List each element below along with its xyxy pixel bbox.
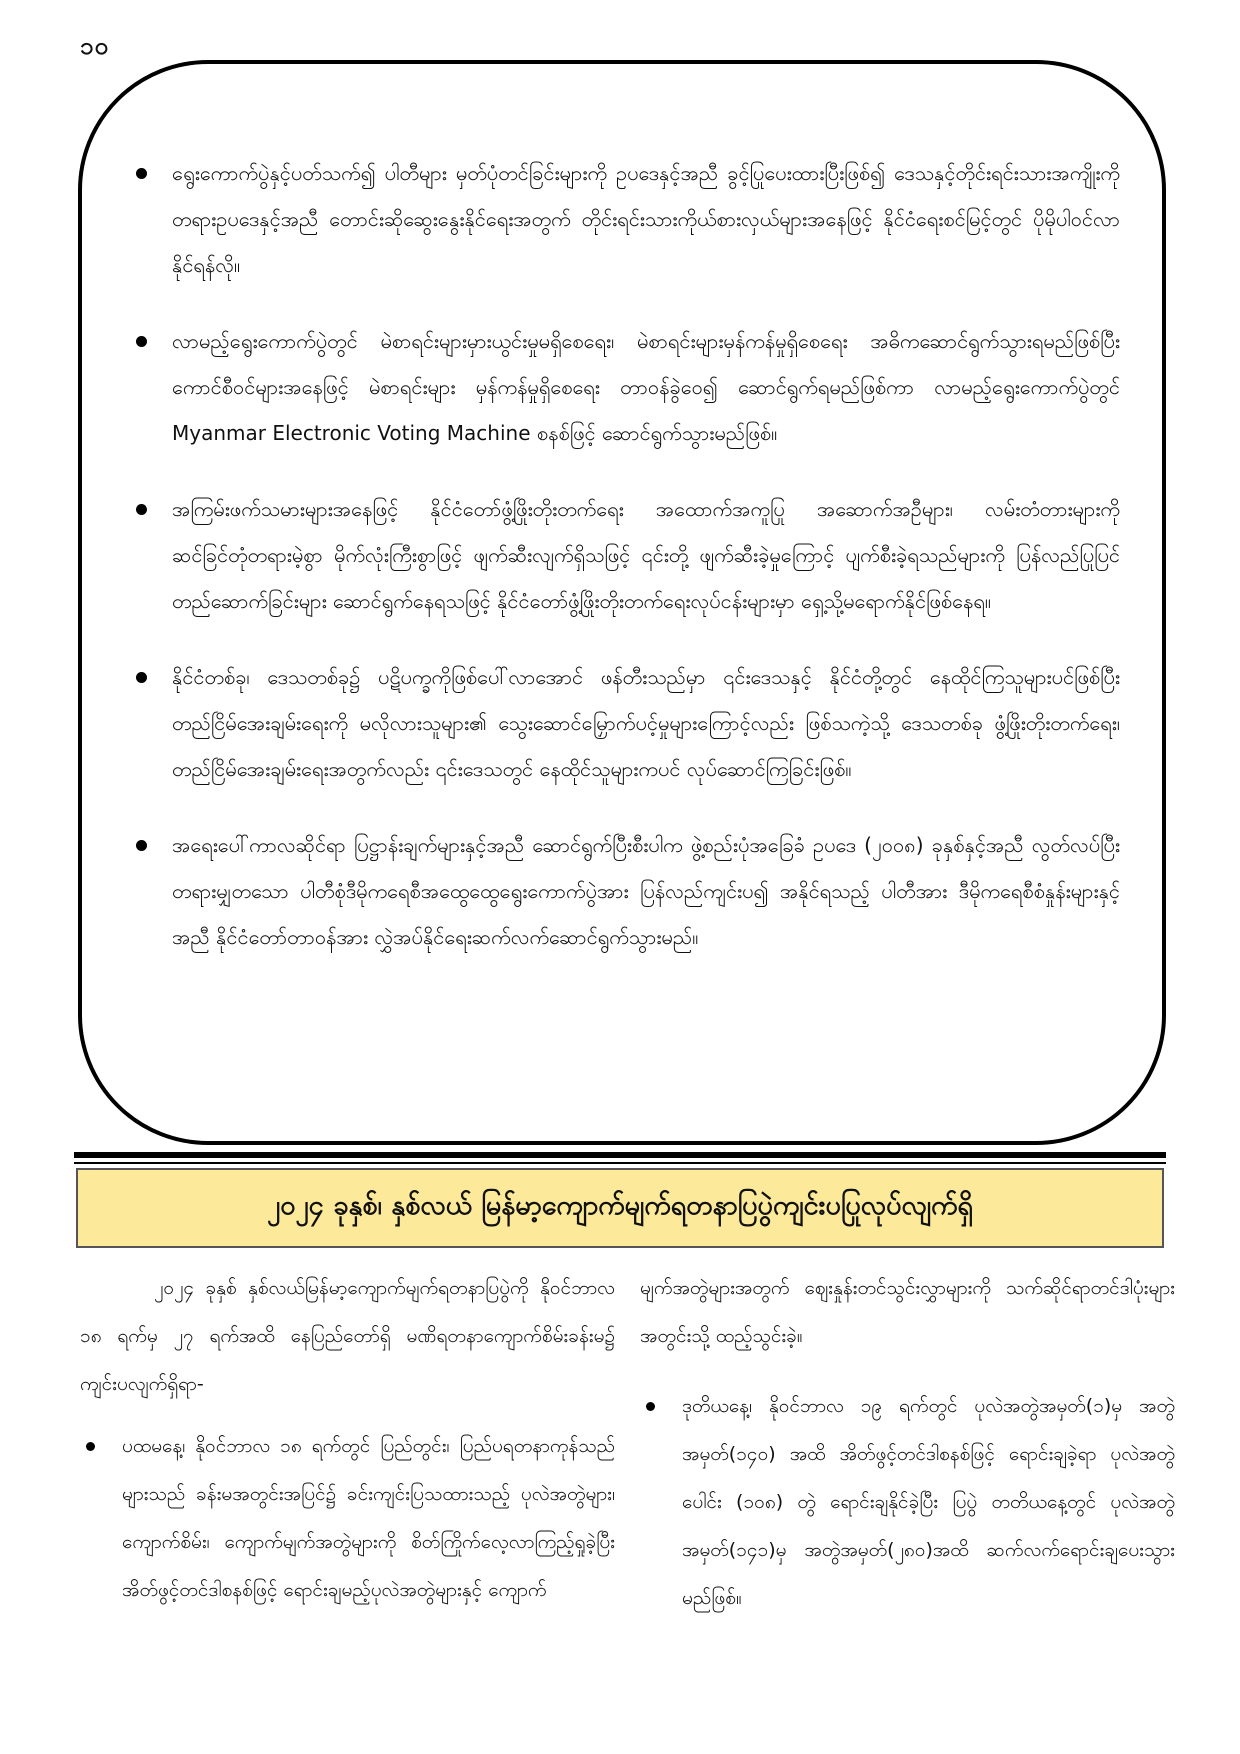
bullet-dot-icon bbox=[136, 840, 147, 851]
page-number: ၁၀ bbox=[80, 32, 109, 60]
bullet-dot-icon bbox=[136, 168, 147, 179]
summary-bullet bbox=[130, 150, 1120, 288]
divider-thick bbox=[74, 1152, 1166, 1158]
article-bullet-list-right bbox=[640, 1382, 1175, 1622]
summary-bullet-text: ရွေးကောက်ပွဲနှင့်ပတ်သက်၍ ပါတီများ မှတ်ပုံတင်ခြင်းများကို ဥပဒေနှင့်အညီ ခွင့်ပြုပေးထားပြီးဖြစ်၍ ဒေသနှင့်တိုင်းရင်းသားအကျိုးကို တရားဥပဒေနှင့်အညီ တောင်းဆိုဆွေးနွေးနိုင်ရေးအတွက် တိုင်းရင်းသားကိုယ်စားလှယ်များအနေဖြင့် နိုင်ငံရေးစင်မြင့်တွင် ပိုမိုပါဝင်လာနိုင်ရန်လို။ bbox=[172, 161, 1120, 277]
summary-bullet-text: အကြမ်းဖက်သမားများအနေဖြင့် နိုင်ငံတော်ဖွံ့ဖြိုးတိုးတက်ရေး အထောက်အကူပြု အဆောက်အဦများ၊ လမ်းတံတားများကို ဆင်ခြင်တုံတရားမဲ့စွာ မိုက်လုံးကြီးစွာဖြင့် ဖျက်ဆီးလျက်ရှိသဖြင့် ၎င်းတို့ ဖျက်ဆီးခဲ့မှုကြောင့် ပျက်စီးခဲ့ရသည်များကို ပြန်လည်ပြုပြင်တည်ဆောက်ခြင်းများ ဆောင်ရွက်နေရသဖြင့် နိုင်ငံတော်ဖွံ့ဖြိုးတိုးတက်ရေးလုပ်ငန်းများမှာ ရှေ့သို့မရောက်နိုင်ဖြစ်နေရ။ bbox=[172, 497, 1120, 613]
summary-bullet bbox=[130, 654, 1120, 792]
article-bullet-text: ဒုတိယနေ့၊ နိုဝင်ဘာလ ၁၉ ရက်တွင် ပုလဲအတွဲအမှတ်(၁)မှ အတွဲအမှတ်(၁၄၀) အထိ အိတ်ဖွင့်တင်ဒါစနစ်ဖြင့် ရောင်းချခဲ့ရာ ပုလဲအတွဲပေါင်း (၁၀၈) တွဲ ရောင်းချနိုင်ခဲ့ပြီး ပြပွဲ တတိယနေ့တွင် ပုလဲအတွဲအမှတ်(၁၄၁)မှ အတွဲအမှတ်(၂၈၀)အထိ ဆက်လက်ရောင်းချပေးသွားမည်ဖြစ်။ bbox=[682, 1395, 1175, 1609]
divider-thin bbox=[74, 1162, 1166, 1164]
article-bullet-text: ပထမနေ့၊ နိုဝင်ဘာလ ၁၈ ရက်တွင် ပြည်တွင်း၊ ပြည်ပရတနာကုန်သည်များသည် ခန်းမအတွင်းအပြင်၌ ခင်းကျင်းပြသထားသည့် ပုလဲအတွဲများ၊ ကျောက်စိမ်း၊ ကျောက်မျက်အတွဲများကို စိတ်ကြိုက်လေ့လာကြည့်ရှုခဲ့ပြီး အိတ်ဖွင့်တင်ဒါစနစ်ဖြင့် ရောင်းချမည့်ပုလဲအတွဲများနှင့် ကျောက် bbox=[122, 1435, 615, 1601]
summary-bullet-list bbox=[130, 150, 1120, 990]
article-bullet bbox=[80, 1422, 615, 1614]
bullet-dot-icon bbox=[136, 504, 147, 515]
summary-bullet bbox=[130, 486, 1120, 624]
bullet-dot-icon bbox=[646, 1402, 655, 1411]
bullet-dot-icon bbox=[136, 336, 147, 347]
article-bullet-list-left bbox=[80, 1422, 615, 1614]
article-headline: ၂၀၂၄ ခုနှစ်၊ နှစ်လယ် မြန်မာ့ကျောက်မျက်ရတနာပြပွဲကျင်းပပြုလုပ်လျက်ရှိ bbox=[76, 1168, 1164, 1248]
summary-bullet bbox=[130, 318, 1120, 456]
article-intro: ၂၀၂၄ ခုနှစ် နှစ်လယ်မြန်မာ့ကျောက်မျက်ရတနာပြပွဲကို နိုဝင်ဘာလ ၁၈ ရက်မှ ၂၇ ရက်အထိ နေပြည်တော်ရှိ မဏိရတနာကျောက်စိမ်းခန်းမ၌ ကျင်းပလျက်ရှိရာ- bbox=[80, 1277, 615, 1395]
summary-bullet-text: နိုင်ငံတစ်ခု၊ ဒေသတစ်ခု၌ ပဋိပက္ခကိုဖြစ်ပေါ်လာအောင် ဖန်တီးသည်မှာ ၎င်းဒေသနှင့် နိုင်ငံတို့တွင် နေထိုင်ကြသူများပင်ဖြစ်ပြီး တည်ငြိမ်အေးချမ်းရေးကို မလိုလားသူများ၏ သွေးဆောင်မြှောက်ပင့်မှုများကြောင့်လည်း ဖြစ်သကဲ့သို့ ဒေသတစ်ခု ဖွံ့ဖြိုးတိုးတက်ရေး၊ တည်ငြိမ်အေးချမ်းရေးအတွက်လည်း ၎င်းဒေသတွင် နေထိုင်သူများကပင် လုပ်ဆောင်ကြခြင်းဖြစ်။ bbox=[172, 665, 1120, 781]
summary-bullet bbox=[130, 822, 1120, 960]
summary-bullet-text: အရေးပေါ်ကာလဆိုင်ရာ ပြဋ္ဌာန်းချက်များနှင့်အညီ ဆောင်ရွက်ပြီးစီးပါက ဖွဲ့စည်းပုံအခြေခံ ဥပဒေ (၂၀၀၈) ခုနှစ်နှင့်အညီ လွတ်လပ်ပြီး တရားမျှတသော ပါတီစုံဒီမိုကရေစီအထွေထွေရွေးကောက်ပွဲအား ပြန်လည်ကျင်းပ၍ အနိုင်ရသည့် ပါတီအား ဒီမိုကရေစီစံနှုန်းများနှင့်အညီ နိုင်ငံတော်တာဝန်အား လွှဲအပ်နိုင်ရေးဆက်လက်ဆောင်ရွက်သွားမည်။ bbox=[172, 833, 1120, 949]
bullet-dot-icon bbox=[136, 672, 147, 683]
summary-bullet-text: လာမည့်ရွေးကောက်ပွဲတွင် မဲစာရင်းများမှားယွင်းမှုမရှိစေရေး၊ မဲစာရင်းများမှန်ကန်မှုရှိစေရေး အဓိကဆောင်ရွက်သွားရမည်ဖြစ်ပြီး ကောင်စီဝင်များအနေဖြင့် မဲစာရင်းများ မှန်ကန်မှုရှိစေရေး တာဝန်ခွဲဝေ၍ ဆောင်ရွက်ရမည်ဖြစ်ကာ လာမည့်ရွေးကောက်ပွဲတွင် Myanmar Electronic Voting Machine စနစ်ဖြင့် ဆောင်ရွက်သွားမည်ဖြစ်။ bbox=[172, 329, 1120, 445]
bullet-dot-icon bbox=[86, 1442, 95, 1451]
article-column-left bbox=[80, 1264, 615, 1614]
article-continuation: မျက်အတွဲများအတွက် ဈေးနှုန်းတင်သွင်းလွှာများကို သက်ဆိုင်ရာတင်ဒါပုံးများအတွင်းသို့ ထည့်သွင်းခဲ့။ bbox=[640, 1277, 1175, 1347]
article-column-right bbox=[640, 1264, 1175, 1622]
article-bullet bbox=[640, 1382, 1175, 1622]
